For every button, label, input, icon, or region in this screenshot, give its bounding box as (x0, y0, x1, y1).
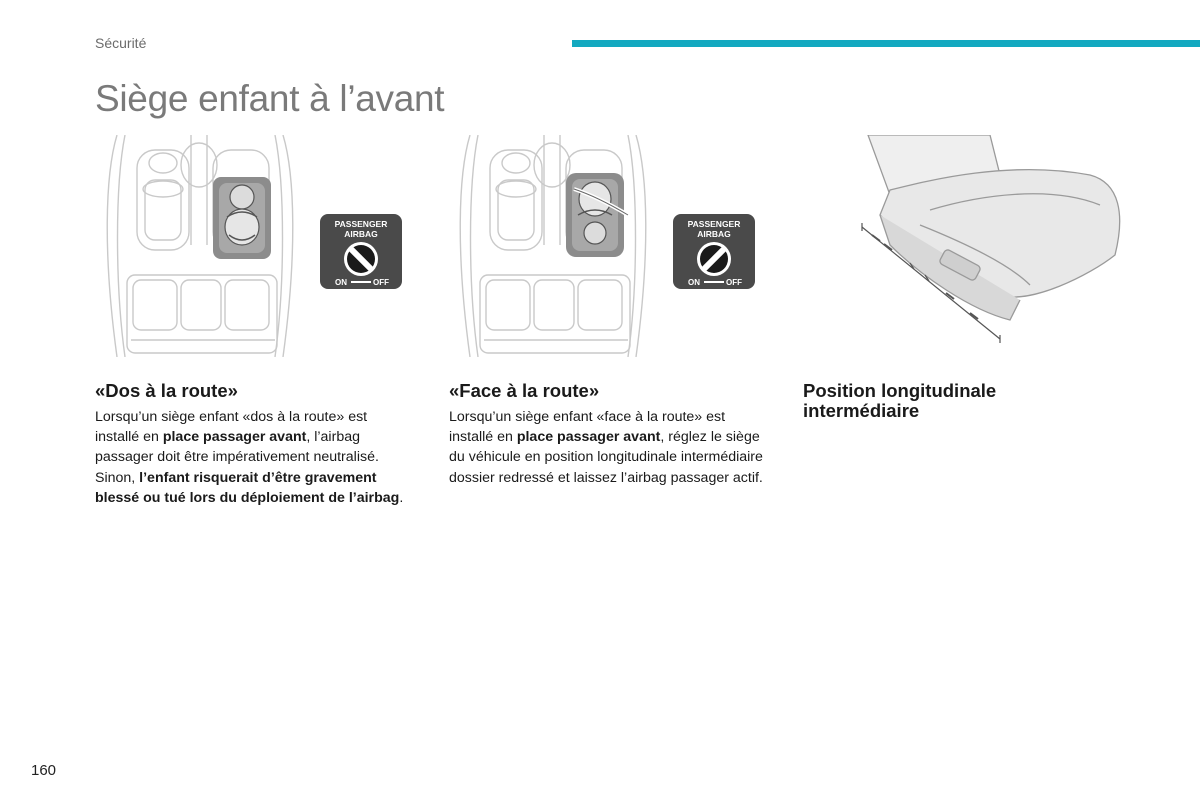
text-span: , l’airbag passager doit être impérativement neutralisé. Sinon, (95, 429, 379, 486)
airbag-off-badge (320, 214, 402, 289)
rear-facing-seat-illustration (95, 135, 415, 357)
seat-position-section (803, 381, 1103, 427)
child-seat-forward-facing (566, 173, 628, 257)
badge-line2: AIRBAG (697, 229, 731, 239)
rear-facing-heading: «Dos à la route» (95, 380, 238, 401)
badge-off: OFF (726, 278, 742, 287)
text-span: , réglez le siège du véhicule en position longitudinale intermédiaire dossier redressé et laissez l’airbag passager actif. (449, 429, 763, 486)
forward-facing-section (449, 381, 769, 488)
badge-on: ON (688, 278, 700, 287)
header-accent-bar (572, 40, 1200, 47)
badge-line1: PASSENGER (334, 219, 388, 229)
forward-facing-text (449, 407, 769, 488)
text-span: Lorsqu’un siège enfant «dos à la route» est installé en (95, 409, 368, 446)
badge-line2: AIRBAG (344, 229, 378, 239)
child-seat-rear-facing (213, 177, 271, 259)
emphasis: place passager avant (516, 429, 661, 446)
page-title: Siège enfant à l’avant (95, 78, 445, 119)
rear-facing-section (95, 381, 415, 508)
forward-facing-seat-illustration (448, 135, 768, 357)
forward-facing-heading: «Face à la route» (449, 380, 600, 401)
badge-line1: PASSENGER (687, 219, 741, 229)
rear-facing-text (95, 407, 415, 508)
seat-position-heading: Position longitudinale intermédiaire (803, 380, 997, 421)
text-span: . (399, 489, 404, 506)
warning-emphasis: l’enfant risquerait d’être gravement blessé ou tué lors du déploiement de l’airbag (95, 469, 400, 506)
section-label: Sécurité (95, 35, 147, 51)
airbag-on-badge (673, 214, 755, 289)
text-span: Lorsqu’un siège enfant «face à la route» est installé en (449, 409, 726, 446)
page-number: 160 (31, 762, 57, 779)
seat-position-illustration (860, 135, 1140, 347)
badge-off: OFF (373, 278, 389, 287)
badge-on: ON (335, 278, 347, 287)
emphasis: place passager avant (162, 429, 307, 446)
